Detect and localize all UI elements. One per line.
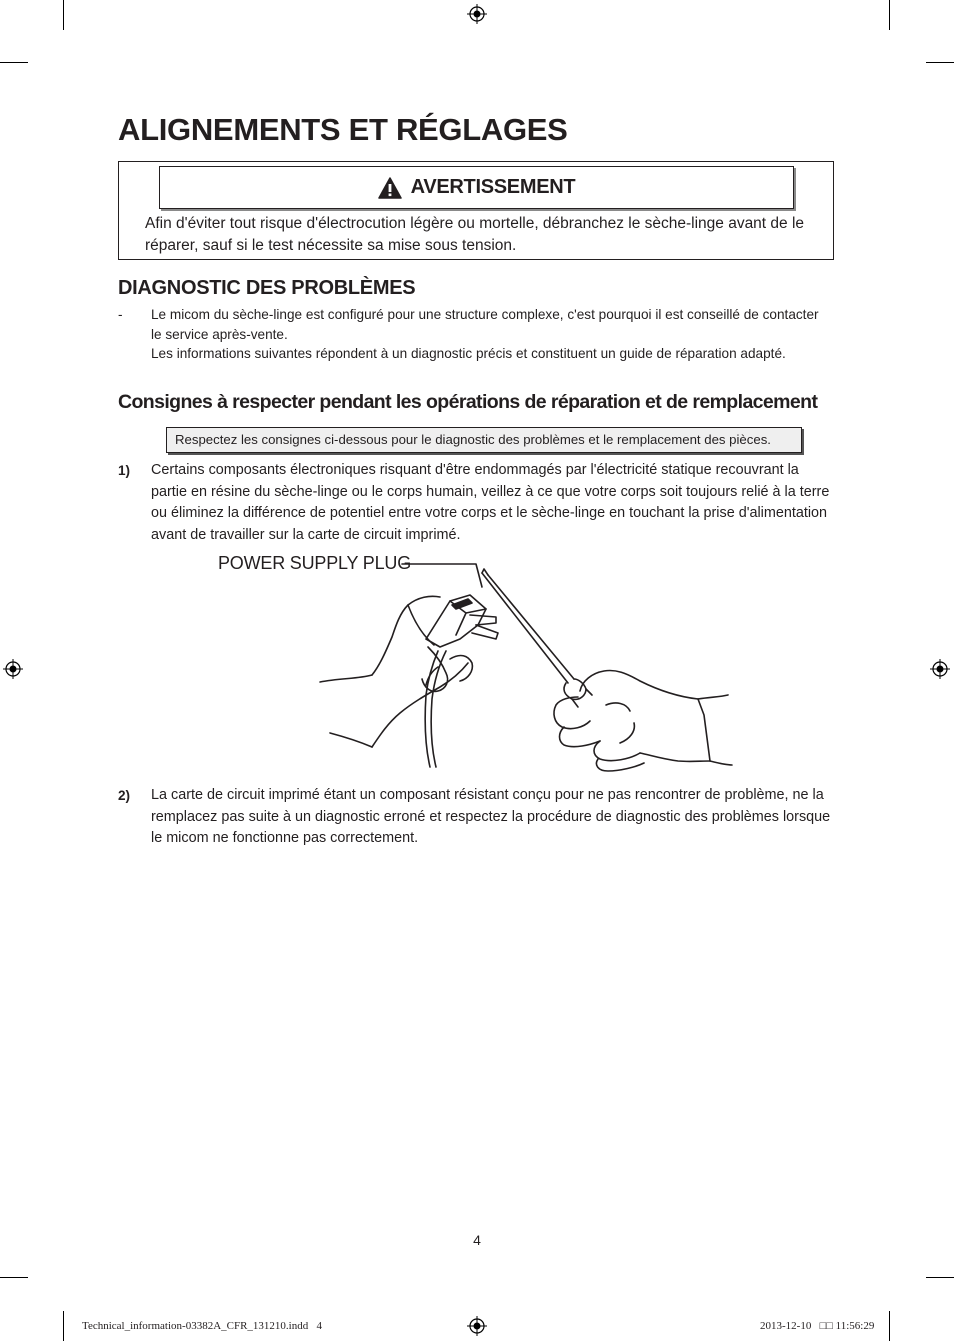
bullet-marker: -	[118, 307, 123, 322]
registration-mark-icon	[3, 659, 23, 679]
crop-mark	[0, 1277, 28, 1278]
warning-text: Afin d'éviter tout risque d'électrocution légère ou mortelle, débranchez le sèche-linge avant de le réparer, sauf si le test nécessite sa mise sous tension.	[145, 215, 805, 254]
crop-mark	[889, 0, 890, 30]
section-title-diagnostic: DIAGNOSTIC DES PROBLÈMES	[118, 277, 416, 299]
diagnostic-paragraph-2: Les informations suivantes répondent à un diagnostic précis et constituent un guide de réparation adapté.	[151, 346, 786, 361]
crop-mark	[926, 1277, 954, 1278]
notice-box: Respectez les consignes ci-dessous pour le diagnostic des problèmes et le remplacement des pièces.	[166, 427, 802, 453]
crop-mark	[0, 62, 28, 63]
footer-timestamp: 2013-12-10 □□ 11:56:29	[760, 1320, 875, 1332]
page-number: 4	[473, 1232, 481, 1248]
crop-mark	[889, 1311, 890, 1341]
registration-mark-icon	[467, 4, 487, 24]
page-title: ALIGNEMENTS ET RÉGLAGES	[118, 112, 568, 147]
figure-label: POWER SUPPLY PLUG	[218, 553, 411, 573]
footer-filename: Technical_information-03382A_CFR_131210.indd 4	[82, 1320, 322, 1332]
power-plug-illustration	[300, 555, 740, 775]
item-number: 2)	[118, 788, 131, 803]
crop-mark	[926, 62, 954, 63]
diagnostic-paragraph-1: Le micom du sèche-linge est configuré pour une structure complexe, c'est pourquoi il est conseillé de contacter le service après-vente.	[151, 307, 819, 342]
registration-mark-icon	[930, 659, 950, 679]
warning-header	[159, 166, 794, 209]
warning-label: AVERTISSEMENT	[410, 176, 576, 198]
item-text: La carte de circuit imprimé étant un composant résistant conçu pour ne pas rencontrer de problème, ne la remplacez pas suite à un diagnostic erroné et respectez la procédure de diagnostic des problèmes lorsque le micom ne fonctionne pas correctement.	[151, 787, 831, 846]
diagnostic-paragraph	[151, 305, 831, 364]
section-title-repair: Consignes à respecter pendant les opérations de réparation et de remplacement	[118, 391, 818, 413]
registration-mark-icon	[467, 1316, 487, 1336]
crop-mark	[63, 1311, 64, 1341]
item-number: 1)	[118, 463, 131, 478]
item-text: Certains composants électroniques risquant d'être endommagés par l'électricité statique recouvrant la partie en résine du sèche-linge ou le corps humain, veillez à ce que votre corps soit toujours relié à la terre ou éliminez la différence de potentiel entre votre corps et le sèche-linge en touchant la prise d'alimentation avant de travailler sur la carte de circuit imprimé.	[151, 462, 830, 543]
warning-triangle-icon	[378, 177, 402, 199]
crop-mark	[63, 0, 64, 30]
